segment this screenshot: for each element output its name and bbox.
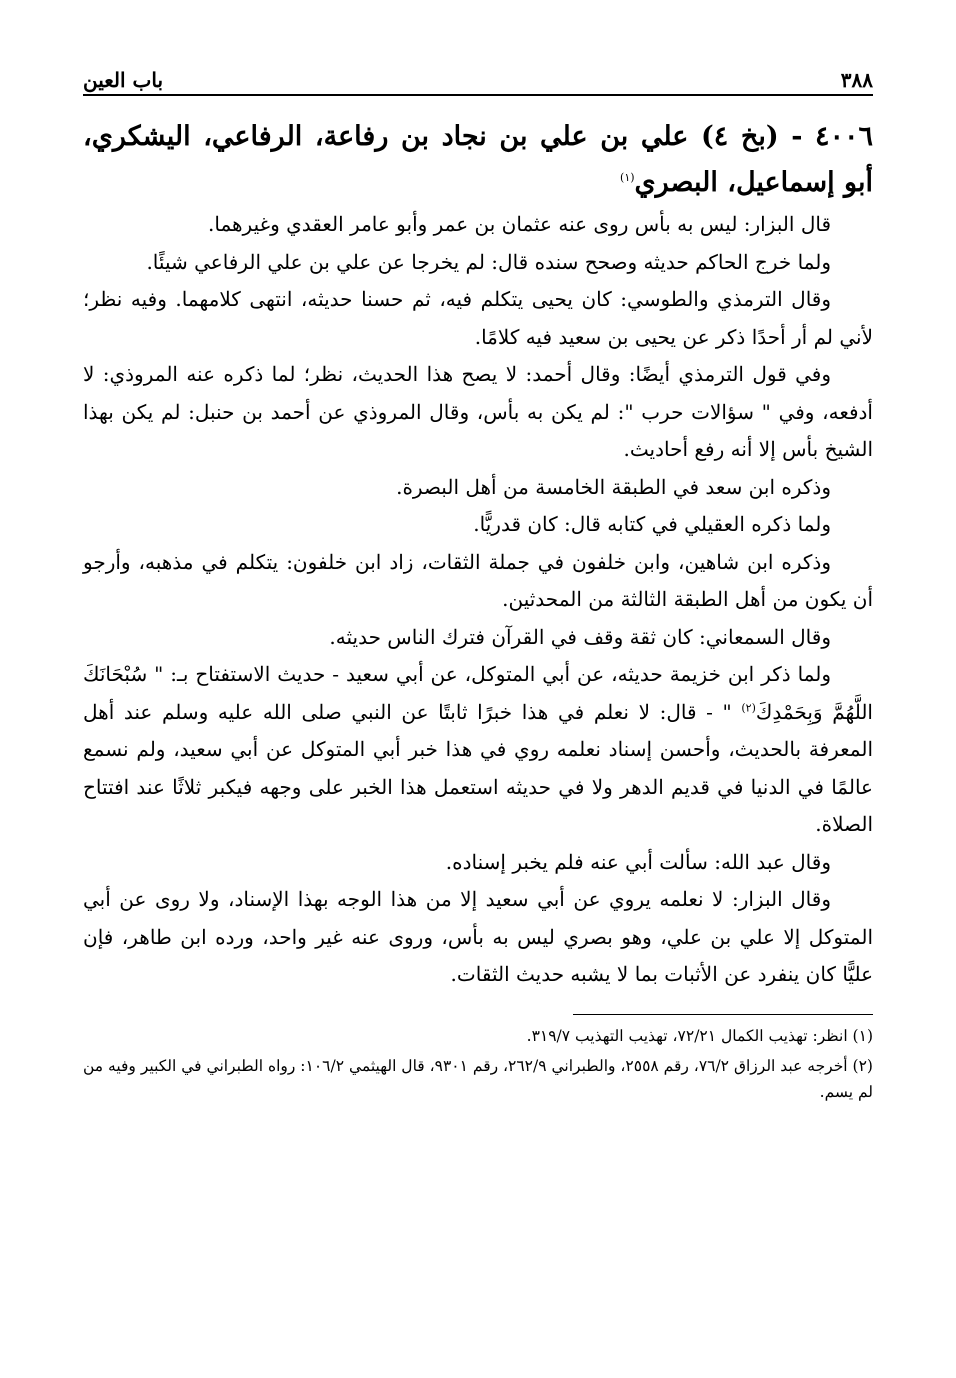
footnote-ref-1: (١)	[620, 171, 635, 184]
footnote-2: (٢) أخرجه عبد الرزاق ٧٦/٢، رقم ٢٥٥٨، والطبراني ٢٦٢/٩، رقم ٩٣٠١، قال الهيثمي ١٠٦/٢: رواه الطبراني في الكبير وفيه من لم يسم.	[83, 1056, 873, 1101]
page-number: ٣٨٨	[840, 68, 873, 92]
entry-title	[83, 114, 873, 206]
header-divider	[83, 94, 873, 96]
paragraph: وفي قول الترمذي أيضًا: وقال أحمد: لا يصح هذا الحديث، نظر؛ لما ذكره عنه المروذي: لا أدفعه، وفي " سؤالات حرب ": لم يكن به بأس، وقال المروذي عن أحمد بن حنبل: لم يكن بهذا الشيخ بأس إلا أنه رفع أحاديث.	[83, 362, 873, 461]
paragraph: وقال الترمذي والطوسي: كان يحيى يتكلم فيه، ثم حسنا حديثه، انتهى كلامهما. وفيه نظر؛ لأني لم أر أحدًا ذكر عن يحيى بن سعيد فيه كلامًا.	[83, 287, 873, 349]
footnote-1: (١) انظر: تهذيب الكمال ٧٢/٢١، تهذيب التهذيب ٣١٩/٧.	[526, 1026, 873, 1045]
paragraph: ولما خرج الحاكم حديثه وصحح سنده قال: لم يخرجا عن علي بن علي الرفاعي شيئًا.	[146, 249, 831, 274]
page-header	[83, 56, 873, 92]
paragraph: وقال البزار: لا نعلمه يروي عن أبي سعيد إلا من هذا الوجه بهذا الإسناد، ولا روى عن أبي المتوكل إلا علي بن علي، وهو بصري ليس به بأس، وروى عنه غير واحد، ورده ابن طاهر، فإن عليًّا كان ينفرد عن الأثبات بما لا يشبه حديث الثقات.	[83, 887, 873, 986]
paragraph: وذكره ابن شاهين، وابن خلفون في جملة الثقات، زاد ابن خلفون: يتكلم في مذهبه، وأرجو أن يكون من أهل الطبقة الثالثة من المحدثين.	[83, 549, 873, 611]
paragraph: قال البزار: ليس به بأس روى عنه عثمان بن عمر وأبو عامر العقدي وغيرهما.	[208, 212, 831, 236]
paragraph: وقال عبد الله: سألت أبي عنه فلم يخبر إسناده.	[445, 849, 831, 874]
paragraph: وذكره ابن سعد في الطبقة الخامسة من أهل البصرة.	[396, 474, 831, 499]
paragraph: ولما ذكر ابن خزيمة حديثه، عن أبي المتوكل، عن أبي سعيد - حديث الاستفتاح بـ: " سُبْحَانَكَ اللَّهُمَّ وَبِحَمْدِكَ$^{(٢)}$ " - قال: لا نعلم في هذا خبرًا ثابتًا عن النبي صلى الله عليه وسلم عند أهل المعرفة بالحديث، وأحسن إسناد نعلمه روي في هذا خبر أبي المتوكل عن أبي سعيد، ولم نسمع عالمًا في الدنيا في قديم الدهر ولا في حديثه استعمل هذا الخبر على وجهه فيكبر ثلاثًا عند افتتاح الصلاة.	[83, 662, 873, 836]
body-text	[83, 206, 873, 994]
footnote-divider	[573, 1014, 873, 1015]
footnote-ref-2: (٢)	[741, 700, 756, 714]
document-page	[83, 56, 873, 1105]
entry-title-text: ٤٠٠٦ - (بخ ٤) علي بن علي بن نجاد بن رفاعة، الرفاعي، اليشكري، أبو إسماعيل، البصري	[83, 121, 874, 198]
paragraph: وقال السمعاني: كان ثقة وقف في القرآن فترك الناس حديثه.	[329, 624, 831, 649]
footnotes	[83, 1023, 873, 1105]
chapter-title: باب العين	[83, 68, 164, 92]
paragraph: ولما ذكره العقيلي في كتابه قال: كان قدريًّا.	[473, 512, 831, 536]
